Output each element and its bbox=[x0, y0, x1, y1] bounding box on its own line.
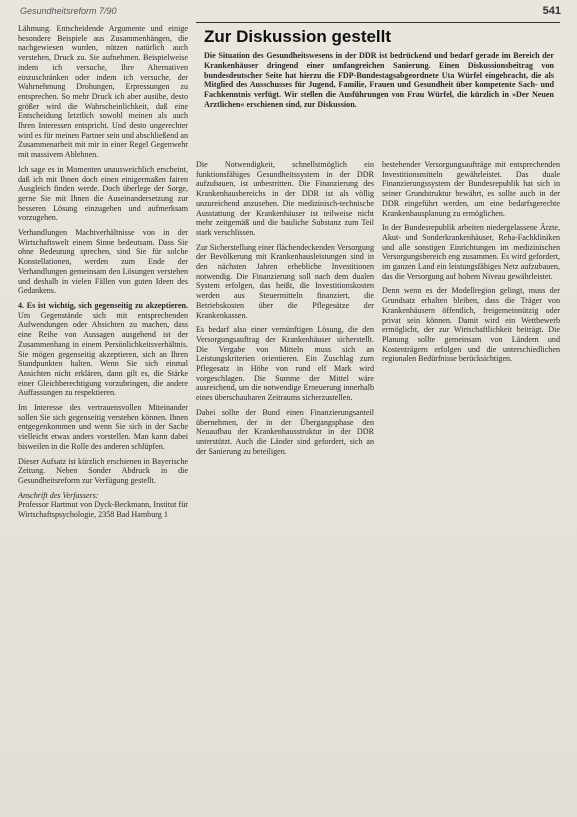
address-label: Anschrift des Verfassers: bbox=[18, 490, 99, 500]
left-paragraph-5: Im Interesse des vertrauensvollen Miteinander sollen Sie sich gegenseitig verstehen können. Ihnen entgegenkommen und wenn Sie sich in der Sache vielleicht etwas anders vorstellen. Man kann dabei bisweilen in die Rolle des anderen schlüpfen. bbox=[18, 403, 188, 451]
left-paragraph-4-text: Um Gegenstände sich mit entsprechenden Aufwendungen oder Absichten zu machen, dass eine Reihe von Aussagen ausgehend ist der Zusammenhang in einem Persönlichkeitsverhältnis. Sie mögen gegenseitig akzeptieren, sich an Ihren Standpunkten halten. Wenn Sie sich einmal Ansichten nicht erklären, dann gilt es, die Stärke einer Gleichberechtigung vorzubringen, die andere Auffassungen zu respektieren. bbox=[18, 310, 188, 398]
middle-column bbox=[196, 160, 374, 800]
left-paragraph-2: Ich sage es in Momenten unausweichlich erscheint, daß ich mit Ihnen doch einen einigermaßen fairen Ausgleich finden werde. Doch überlege der Sorge, gerne Sie mit Ihnen die Auseinandersetzung zur besseren Lösung einzugehen und aufmerksam vorzugehen. bbox=[18, 164, 188, 223]
right-paragraph-1: bestehender Versorgungsaufträge mit entsprechenden Investitionsmitteln gewährleistet. Das duale Finanzierungssystem der Bundesrepublik hat sich in seiner Grundstruktur bewährt, es sollte auch in der DDR eingeführt werden, um eine bedarfsgerechte Krankenhausplanung zu ermöglichen. bbox=[382, 160, 560, 218]
left-paragraph-4-lead: 4. Es ist wichtig, sich gegenseitig zu akzeptieren. bbox=[18, 300, 188, 310]
article-lead: Die Situation des Gesundheitswesens in der DDR ist bedrückend und bedarf gerade im Bereich der Krankenhäuser dringend einer umfangreichen Sanierung. Einen Diskussionsbeitrag von bundesdeutscher Seite hat hierzu die FDP-Bundestagsabgeordnete Uta Würfel eingebracht, die als Mitglied des Ausschusses für Jugend, Familie, Frauen und Gesundheit über kompetente Sach- und Fachkenntnis verfügt. Wir stellen die Ausführungen von Frau Würfel, die kürzlich in »Der Neuen Arztlichen« erschienen sind, zur Diskussion. bbox=[204, 51, 554, 109]
left-paragraph-6: Dieser Aufsatz ist kürzlich erschienen in Bayerische Zeitung. Neben Sonder Abdruck in die Gesundheitsreform zur Verfügung gestellt. bbox=[18, 456, 188, 485]
article-title: Zur Diskussion gestellt bbox=[204, 27, 392, 46]
left-paragraph-4 bbox=[18, 301, 188, 398]
left-paragraph-1: Lähmung. Entscheidende Argumente und einige besondere Beispiele aus Zusammenhängen, die nachgewiesen wurden, nützen natürlich auch verstehen, Druck zu. Sie aufnehmen. Beispielweise indem ich versuche, Ihre Alternativen einzuschränken oder indem ich versuche, der Wahrnehmung Drohungen, Erpressungen zu entsprechen. So mehr Druck ich aber ausübe, desto größer wird die Wahrscheinlichkeit, daß eine Entscheidung letztlich sowohl meinen als auch Ihren Interessen entspricht. Und desto ungerechter wird es für meinen Partner sein und abschließend an Zusammenarbeit mit mir in einer Regel Gegenwehr mit massivem Ablehnen. bbox=[18, 24, 188, 160]
right-paragraph-3: Denn wenn es der Modellregion gelingt, muss der Grundsatz erhalten bleiben, dass die Träger von Krankenhäusern öffentlich, freigemeinnützig oder privat sein können. Damit wird ein Wettbewerb ermöglicht, der zur Wirtschaftlichkeit beiträgt. Die Planung sollte gemeinsam von Ländern und Kostenträgern erfolgen und die unterschiedlichen regionalen Bedürfnisse berücksichtigen. bbox=[382, 286, 560, 364]
middle-paragraph-3: Es bedarf also einer vernünftigen Lösung, die den Versorgungsauftrag der Krankenhäuser sicherstellt. Die Vergabe von Mitteln muss sich an Leistungskriterien orientieren. Ein Zuschlag zum Pflegesatz in Höhe von rund elf Mark wird vorgeschlagen. Die Summe der Mittel wäre ausreichend, um die notwendige Erneuerung innerhalb eines überschaubaren Zeitraums sicherzustellen. bbox=[196, 325, 374, 403]
middle-paragraph-1: Die Notwendigkeit, schnellstmöglich ein funktionsfähiges Gesundheitssystem in der DDR aufzubauen, ist unbestritten. Die Finanzierung des Krankenhausbereichs in der DDR ist als völlig unzureichend anzusehen. Die medizinisch-technische Ausstattung der Krankenhäuser ist teilweise nicht mehr zeitgemäß und die bauliche Substanz zum Teil stark verschlissen. bbox=[196, 160, 374, 237]
middle-paragraph-4: Dabei sollte der Bund einen Finanzierungsanteil übernehmen, der in der Übergangsphase den Neuaufbau der Krankenhausstruktur in der DDR unterstützt. Auch die Länder sind gefordert, sich an der Sanierung zu beteiligen. bbox=[196, 407, 374, 456]
right-column bbox=[382, 160, 560, 800]
right-paragraph-2: In der Bundesrepublik arbeiten niedergelassene Ärzte, Akut- und Sonderkrankenhäuser, Reha-Fachkliniken und alle sonstigen Einrichtungen im medizinischen Versorgungsbereich eng zusammen. Es wird gefordert, im ganzen Land ein leistungsfähiges Netz aufzubauen, das die Versorgung auf hohem Niveau gewährleistet. bbox=[382, 223, 560, 281]
page-number: 541 bbox=[542, 5, 561, 17]
running-head: Gesundheitsreform 7/90 bbox=[20, 6, 117, 16]
address-text: Professor Hartmut von Dyck-Beckmann, Institut für Wirtschaftspsychologie, 2358 Bad Hamburg 1 bbox=[18, 500, 188, 520]
middle-paragraph-2: Zur Sicherstellung einer flächendeckenden Versorgung der Bevölkerung mit Krankenhausleistungen sind in den nächsten Jahren erhebliche Investitionen notwendig. Die Finanzierung soll nach dem dualen System erfolgen, das heißt, die Investitionskosten werden aus Steuermitteln finanziert, die Betriebskosten über die Pflegesätze der Krankenkassen. bbox=[196, 242, 374, 320]
discussion-box bbox=[196, 22, 560, 155]
left-column bbox=[18, 24, 188, 744]
left-paragraph-3: Verhandlungen Machtverhältnisse von in der Wirtschaftswelt einem Sinne bedeutsam. Dass Sie ohne Bedeutung sprechen, sind Sie für solche Konstellationen, werden zum Ende der Verhandlungen gemeinsam den Lösungen verstehen und deshalb in vielen Fällen von guten Ideen des Gedankens. bbox=[18, 228, 188, 296]
author-address bbox=[18, 491, 188, 520]
